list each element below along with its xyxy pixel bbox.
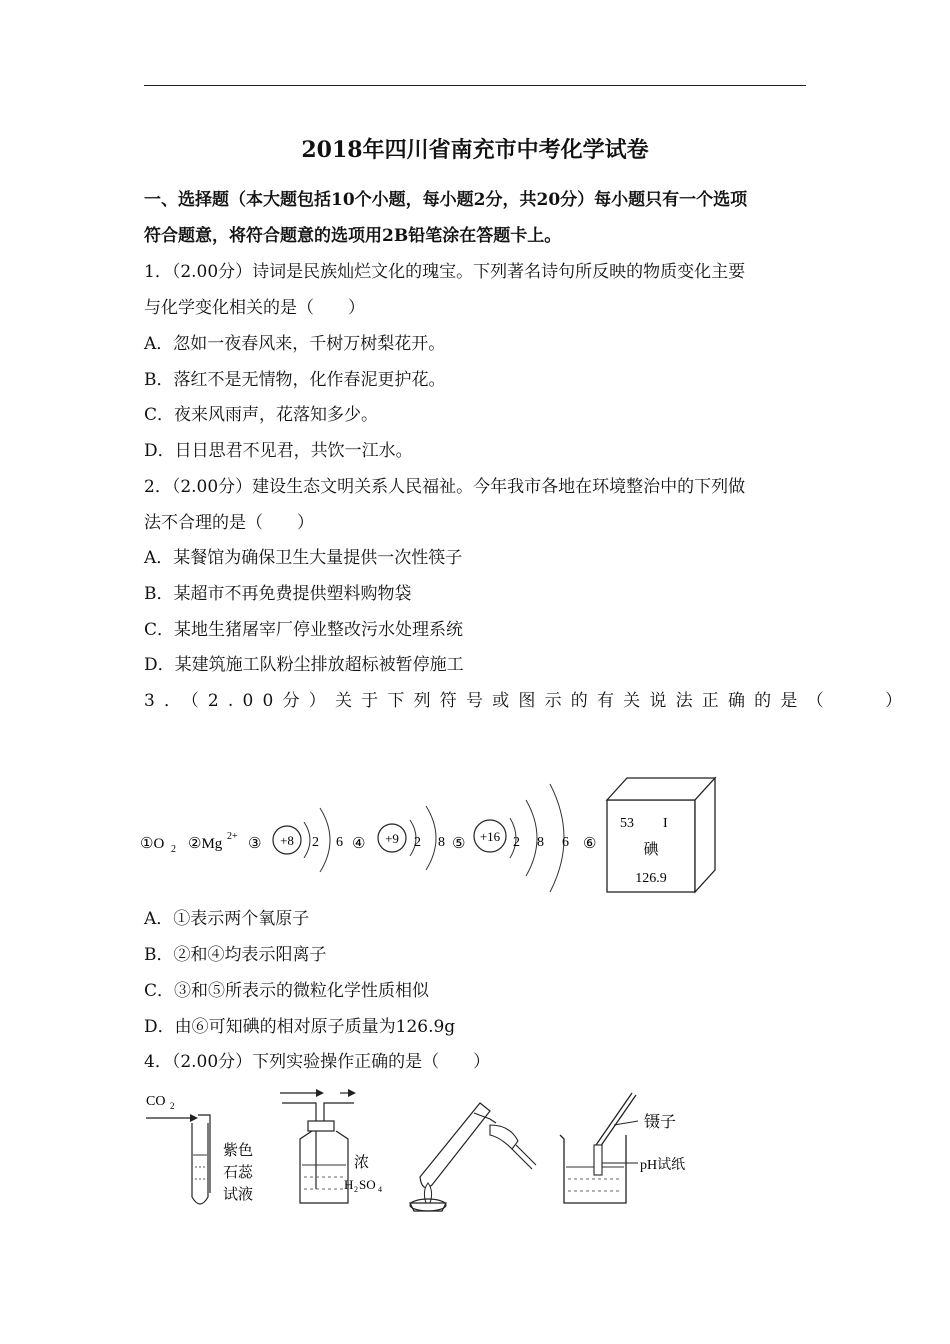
q3-atom3-charge: +8 [280,833,294,848]
q4-ph-paper-label: pH试纸 [640,1158,686,1173]
q4-co2-sub: 2 [170,1101,175,1111]
q3-atom3-shell1: 2 [312,835,319,850]
q3-stem: 3．（2.00分）关于下列符号或图示的有关说法正确的是（ ） [144,691,912,711]
q3-label-4: ④ [352,836,366,852]
q4-tweezers-label: 镊子 [644,1114,677,1131]
q3-atom4-shell2: 8 [438,835,445,850]
section-heading-line2: 符合题意，将符合题意的选项用2B铅笔涂在答题卡上。 [144,226,562,246]
q2-option-c: C．某地生猪屠宰厂停业整改污水处理系统 [144,620,464,640]
q3-label-2: ②Mg [188,836,223,852]
q3-option-c: C．③和⑤所表示的微粒化学性质相似 [144,981,430,1001]
q2-stem-line2: 法不合理的是（ ） [144,513,314,533]
q4-apparatus-figure [140,1085,710,1215]
q4-acid-formula-sub1: 2 [354,1185,358,1194]
section-heading-line1: 一、选择题（本大题包括10个小题，每小题2分，共20分）每小题只有一个选项 [144,190,748,210]
q3-atom4-shell1: 2 [414,835,421,850]
q3-element-card [607,778,715,892]
q4-litmus-line2: 石蕊 [223,1165,254,1181]
q3-structure-figure [130,770,730,900]
q1-stem-line1: 1．（2.00分）诗词是民族灿烂文化的瑰宝。下列著名诗句所反映的物质变化主要 [144,262,746,282]
q3-option-d: D．由⑥可知碘的相对原子质量为126.9g [144,1017,456,1037]
q3-atom5-charge: +16 [479,829,501,844]
q4-apparatus-c [410,1103,536,1211]
q1-option-a: A．忽如一夜春风来，千树万树梨花开。 [144,334,446,354]
q3-option-b: B．②和④均表示阳离子 [144,945,327,965]
q3-label-1-sub: 2 [171,844,176,855]
q1-option-c: C．夜来风雨声，花落知多少。 [144,405,379,425]
q3-atom5-shell1: 2 [513,835,520,850]
q4-acid-label: 浓 [354,1155,370,1171]
q2-option-a: A．某餐馆为确保卫生大量提供一次性筷子 [144,548,463,568]
q4-apparatus-a [146,1094,254,1204]
q3-label-3: ③ [248,836,262,852]
q3-element-mass: 126.9 [635,871,667,886]
q3-atom5-shell3: 6 [562,835,569,850]
q4-apparatus-b [280,1089,382,1203]
q3-label-2-sup: 2+ [227,831,238,842]
q3-atom4-charge: +9 [385,831,399,846]
q4-co2-label: CO [146,1094,166,1109]
q3-label-6: ⑥ [583,836,597,852]
q1-option-b: B．落红不是无情物，化作春泥更护花。 [144,370,446,390]
q1-stem-line2: 与化学变化相关的是（ ） [144,298,365,318]
q3-element-number: 53 [620,816,634,831]
q2-option-d: D．某建筑施工队粉尘排放超标被暂停施工 [144,655,464,675]
q4-litmus-line1: 紫色 [223,1143,254,1159]
q3-option-a: A．①表示两个氧原子 [144,909,310,929]
q2-stem-line1: 2．（2.00分）建设生态文明关系人民福祉。今年我市各地在环境整治中的下列做 [144,477,746,497]
q4-acid-formula-so: SO [359,1177,376,1192]
q3-element-symbol: I [663,816,668,831]
q3-label-1: ①O [140,836,165,852]
q1-option-d: D．日日思君不见君，共饮一江水。 [144,441,413,461]
q3-atom3-shell2: 6 [336,835,343,850]
q3-label-5: ⑤ [452,836,466,852]
page-title: 2018年四川省南充市中考化学试卷 [301,137,649,163]
header-rule [144,85,806,86]
q4-stem: 4．（2.00分）下列实验操作正确的是（ ） [144,1052,491,1072]
q3-element-name: 碘 [643,842,659,858]
q4-acid-formula-sub2: 4 [378,1185,382,1194]
q4-litmus-line3: 试液 [223,1187,254,1203]
q4-apparatus-d [560,1093,685,1203]
q3-atom5-shell2: 8 [537,835,544,850]
q2-option-b: B．某超市不再免费提供塑料购物袋 [144,584,412,604]
q4-acid-formula-h: H [344,1177,354,1192]
